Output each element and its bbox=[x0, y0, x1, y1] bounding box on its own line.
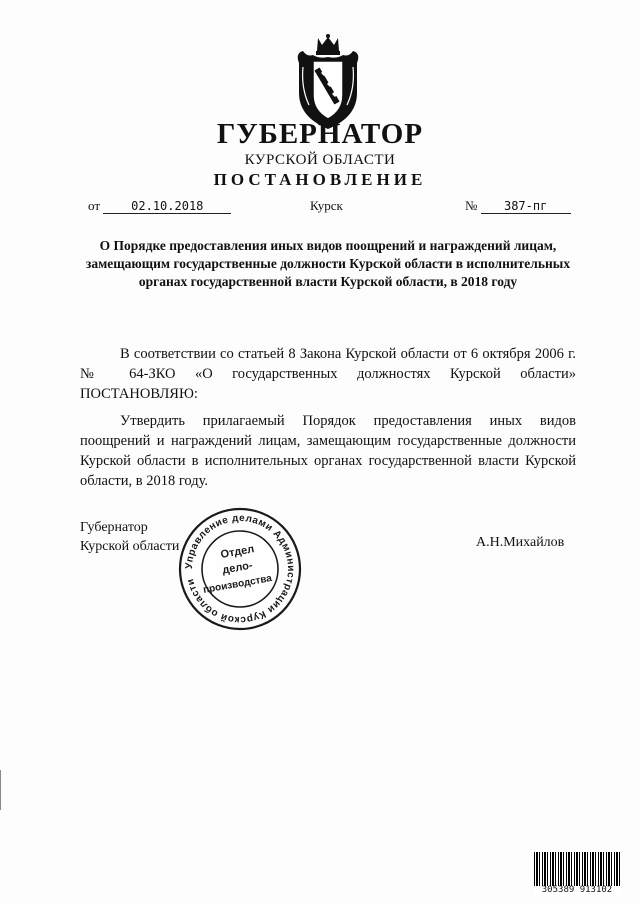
document-type: ПОСТАНОВЛЕНИЕ bbox=[213, 170, 427, 189]
barcode-bars bbox=[534, 852, 620, 886]
stamp-center-line-2: дело- bbox=[221, 559, 254, 577]
paragraph-1-text: В соответствии со статьей 8 Закона Курской области от 6 октября 2006 г. № 64-ЗКО «О государственных должностях Курской области» ПОСТАНОВЛЯЮ: bbox=[80, 346, 576, 402]
stamp-center-line-3: производства bbox=[202, 573, 273, 596]
body-paragraph-1 bbox=[80, 344, 576, 404]
paragraph-2-text: Утвердить прилагаемый Порядок предоставления иных видов поощрений и награждений лицам, замещающим государственные должности Курской области в исполнительных органах государственной власти Курской области, в 2018 году. bbox=[80, 413, 576, 489]
barcode-number: 305389 913102 bbox=[541, 885, 613, 895]
date-prefix: от bbox=[88, 198, 101, 213]
header-title: ГУБЕРНАТОР bbox=[216, 118, 424, 150]
number-value: 387-пг bbox=[481, 199, 571, 214]
date-value: 02.10.2018 bbox=[103, 199, 231, 214]
signature-title bbox=[80, 518, 179, 556]
number-prefix: № bbox=[465, 198, 478, 213]
round-seal-icon bbox=[176, 505, 304, 633]
document-city: Курск bbox=[310, 198, 343, 213]
signature-title-line-2: Курской области bbox=[80, 539, 180, 554]
body-paragraph-2 bbox=[80, 411, 576, 491]
document-subject: О Порядке предоставления иных видов поощрений и награждений лицам, замещающим государственные должности Курской области в исполнительных органах государственной власти Курской области, в 2018 году bbox=[85, 238, 571, 289]
signature-name: А.Н.Михайлов bbox=[476, 535, 565, 550]
stamp-ring-text: Управление делами Администрации Курской области bbox=[183, 512, 297, 626]
document-date bbox=[88, 198, 231, 218]
stamp-center-line-1: Отдел bbox=[219, 543, 256, 561]
signature-title-line-1: Губернатор bbox=[80, 520, 148, 535]
scan-edge-mark bbox=[0, 770, 1, 810]
header-region: КУРСКОЙ ОБЛАСТИ bbox=[244, 152, 396, 168]
document-number bbox=[465, 198, 571, 218]
barcode-icon bbox=[534, 852, 620, 897]
